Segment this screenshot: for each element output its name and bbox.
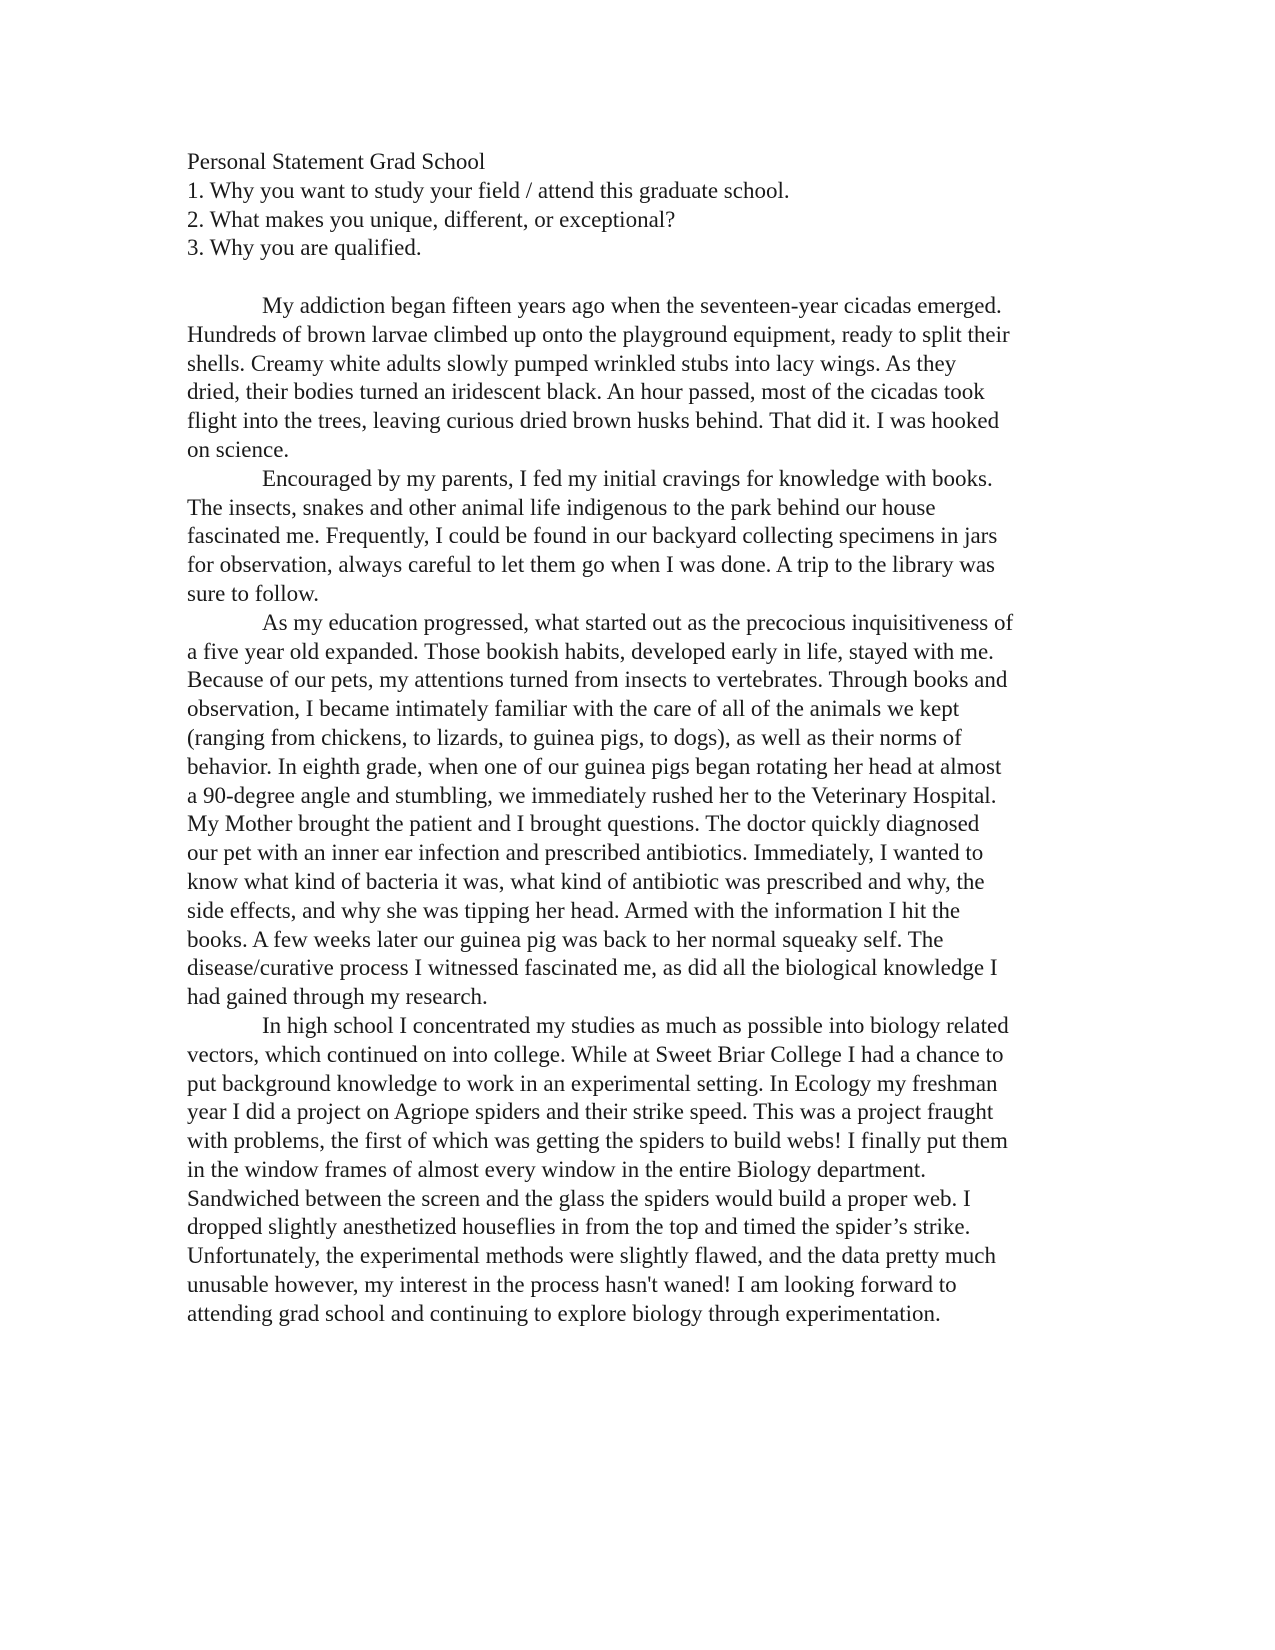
paragraph-line: put background knowledge to work in an experimental setting. In Ecology my freshman: [187, 1070, 998, 1096]
document-body: [187, 292, 1087, 1329]
paragraph-line: behavior. In eighth grade, when one of our guinea pigs began rotating her head at almost: [187, 753, 1002, 779]
paragraph-line: Unfortunately, the experimental methods were slightly flawed, and the data pretty much: [187, 1243, 996, 1269]
paragraph-line: a 90-degree angle and stumbling, we immediately rushed her to the Veterinary Hospital.: [187, 782, 997, 808]
paragraph-line: books. A few weeks later our guinea pig was back to her normal squeaky self. The: [187, 926, 944, 952]
paragraph-line: shells. Creamy white adults slowly pumped wrinkled stubs into lacy wings. As they: [187, 350, 957, 376]
paragraph-line: As my education progressed, what started out as the precocious inquisitiveness of: [262, 609, 1014, 635]
paragraph-line: year I did a project on Agriope spiders and their strike speed. This was a project fraught: [187, 1099, 994, 1125]
document-content: [187, 148, 1087, 1329]
paragraph-line: our pet with an inner ear infection and prescribed antibiotics. Immediately, I wanted to: [187, 840, 984, 866]
paragraph-line: know what kind of bacteria it was, what kind of antibiotic was prescribed and why, the: [187, 868, 985, 894]
paragraph-line: unusable however, my interest in the process hasn't waned! I am looking forward to: [187, 1272, 957, 1298]
paragraph-line: My addiction began fifteen years ago when the seventeen-year cicadas emerged.: [262, 292, 1002, 318]
paragraph-line: fascinated me. Frequently, I could be found in our backyard collecting specimens in jars: [187, 523, 998, 549]
paragraph-line: My Mother brought the patient and I brought questions. The doctor quickly diagnosed: [187, 811, 980, 837]
paragraph-line: attending grad school and continuing to explore biology through experimentation.: [187, 1300, 941, 1326]
paragraph-line: vectors, which continued on into college. While at Sweet Briar College I had a chance to: [187, 1041, 1004, 1067]
paragraph-line: Encouraged by my parents, I fed my initial cravings for knowledge with books.: [262, 465, 993, 491]
paragraph-4: [187, 1012, 1087, 1329]
paragraph-line: dropped slightly anesthetized houseflies in from the top and timed the spider’s strike.: [187, 1214, 971, 1240]
paragraph-line: disease/curative process I witnessed fascinated me, as did all the biological knowledge I: [187, 955, 998, 981]
paragraph-line: Because of our pets, my attentions turned from insects to vertebrates. Through books and: [187, 667, 1008, 693]
paragraph-line: (ranging from chickens, to lizards, to guinea pigs, to dogs), as well as their norms of: [187, 724, 962, 750]
paragraph-line: Sandwiched between the screen and the glass the spiders would build a proper web. I: [187, 1185, 971, 1211]
question-1: 1. Why you want to study your field / attend this graduate school.: [187, 177, 790, 203]
paragraph-line: a five year old expanded. Those bookish habits, developed early in life, stayed with me.: [187, 638, 994, 664]
question-2: 2. What makes you unique, different, or exceptional?: [187, 206, 676, 232]
paragraph-line: with problems, the first of which was getting the spiders to build webs! I finally put them: [187, 1128, 1008, 1154]
paragraph-3: [187, 609, 1087, 1012]
paragraph-line: The insects, snakes and other animal life indigenous to the park behind our house: [187, 494, 936, 520]
paragraph-2: [187, 465, 1087, 609]
paragraph-line: dried, their bodies turned an iridescent black. An hour passed, most of the cicadas took: [187, 379, 985, 405]
question-3: 3. Why you are qualified.: [187, 235, 422, 261]
paragraph-1: [187, 292, 1087, 465]
paragraph-line: for observation, always careful to let them go when I was done. A trip to the library was: [187, 552, 995, 578]
paragraph-line: in the window frames of almost every window in the entire Biology department.: [187, 1156, 927, 1182]
paragraph-line: observation, I became intimately familiar with the care of all of the animals we kept: [187, 696, 960, 722]
paragraph-line: on science.: [187, 436, 290, 462]
paragraph-line: side effects, and why she was tipping her head. Armed with the information I hit the: [187, 897, 961, 923]
paragraph-line: flight into the trees, leaving curious dried brown husks behind. That did it. I was hooked: [187, 408, 1000, 434]
paragraph-line: had gained through my research.: [187, 984, 488, 1010]
paragraph-line: In high school I concentrated my studies as much as possible into biology related: [262, 1012, 1009, 1038]
paragraph-line: Hundreds of brown larvae climbed up onto the playground equipment, ready to split their: [187, 321, 1010, 347]
document-title: Personal Statement Grad School: [187, 149, 486, 174]
document-header: [187, 148, 1087, 263]
paragraph-line: sure to follow.: [187, 580, 320, 606]
